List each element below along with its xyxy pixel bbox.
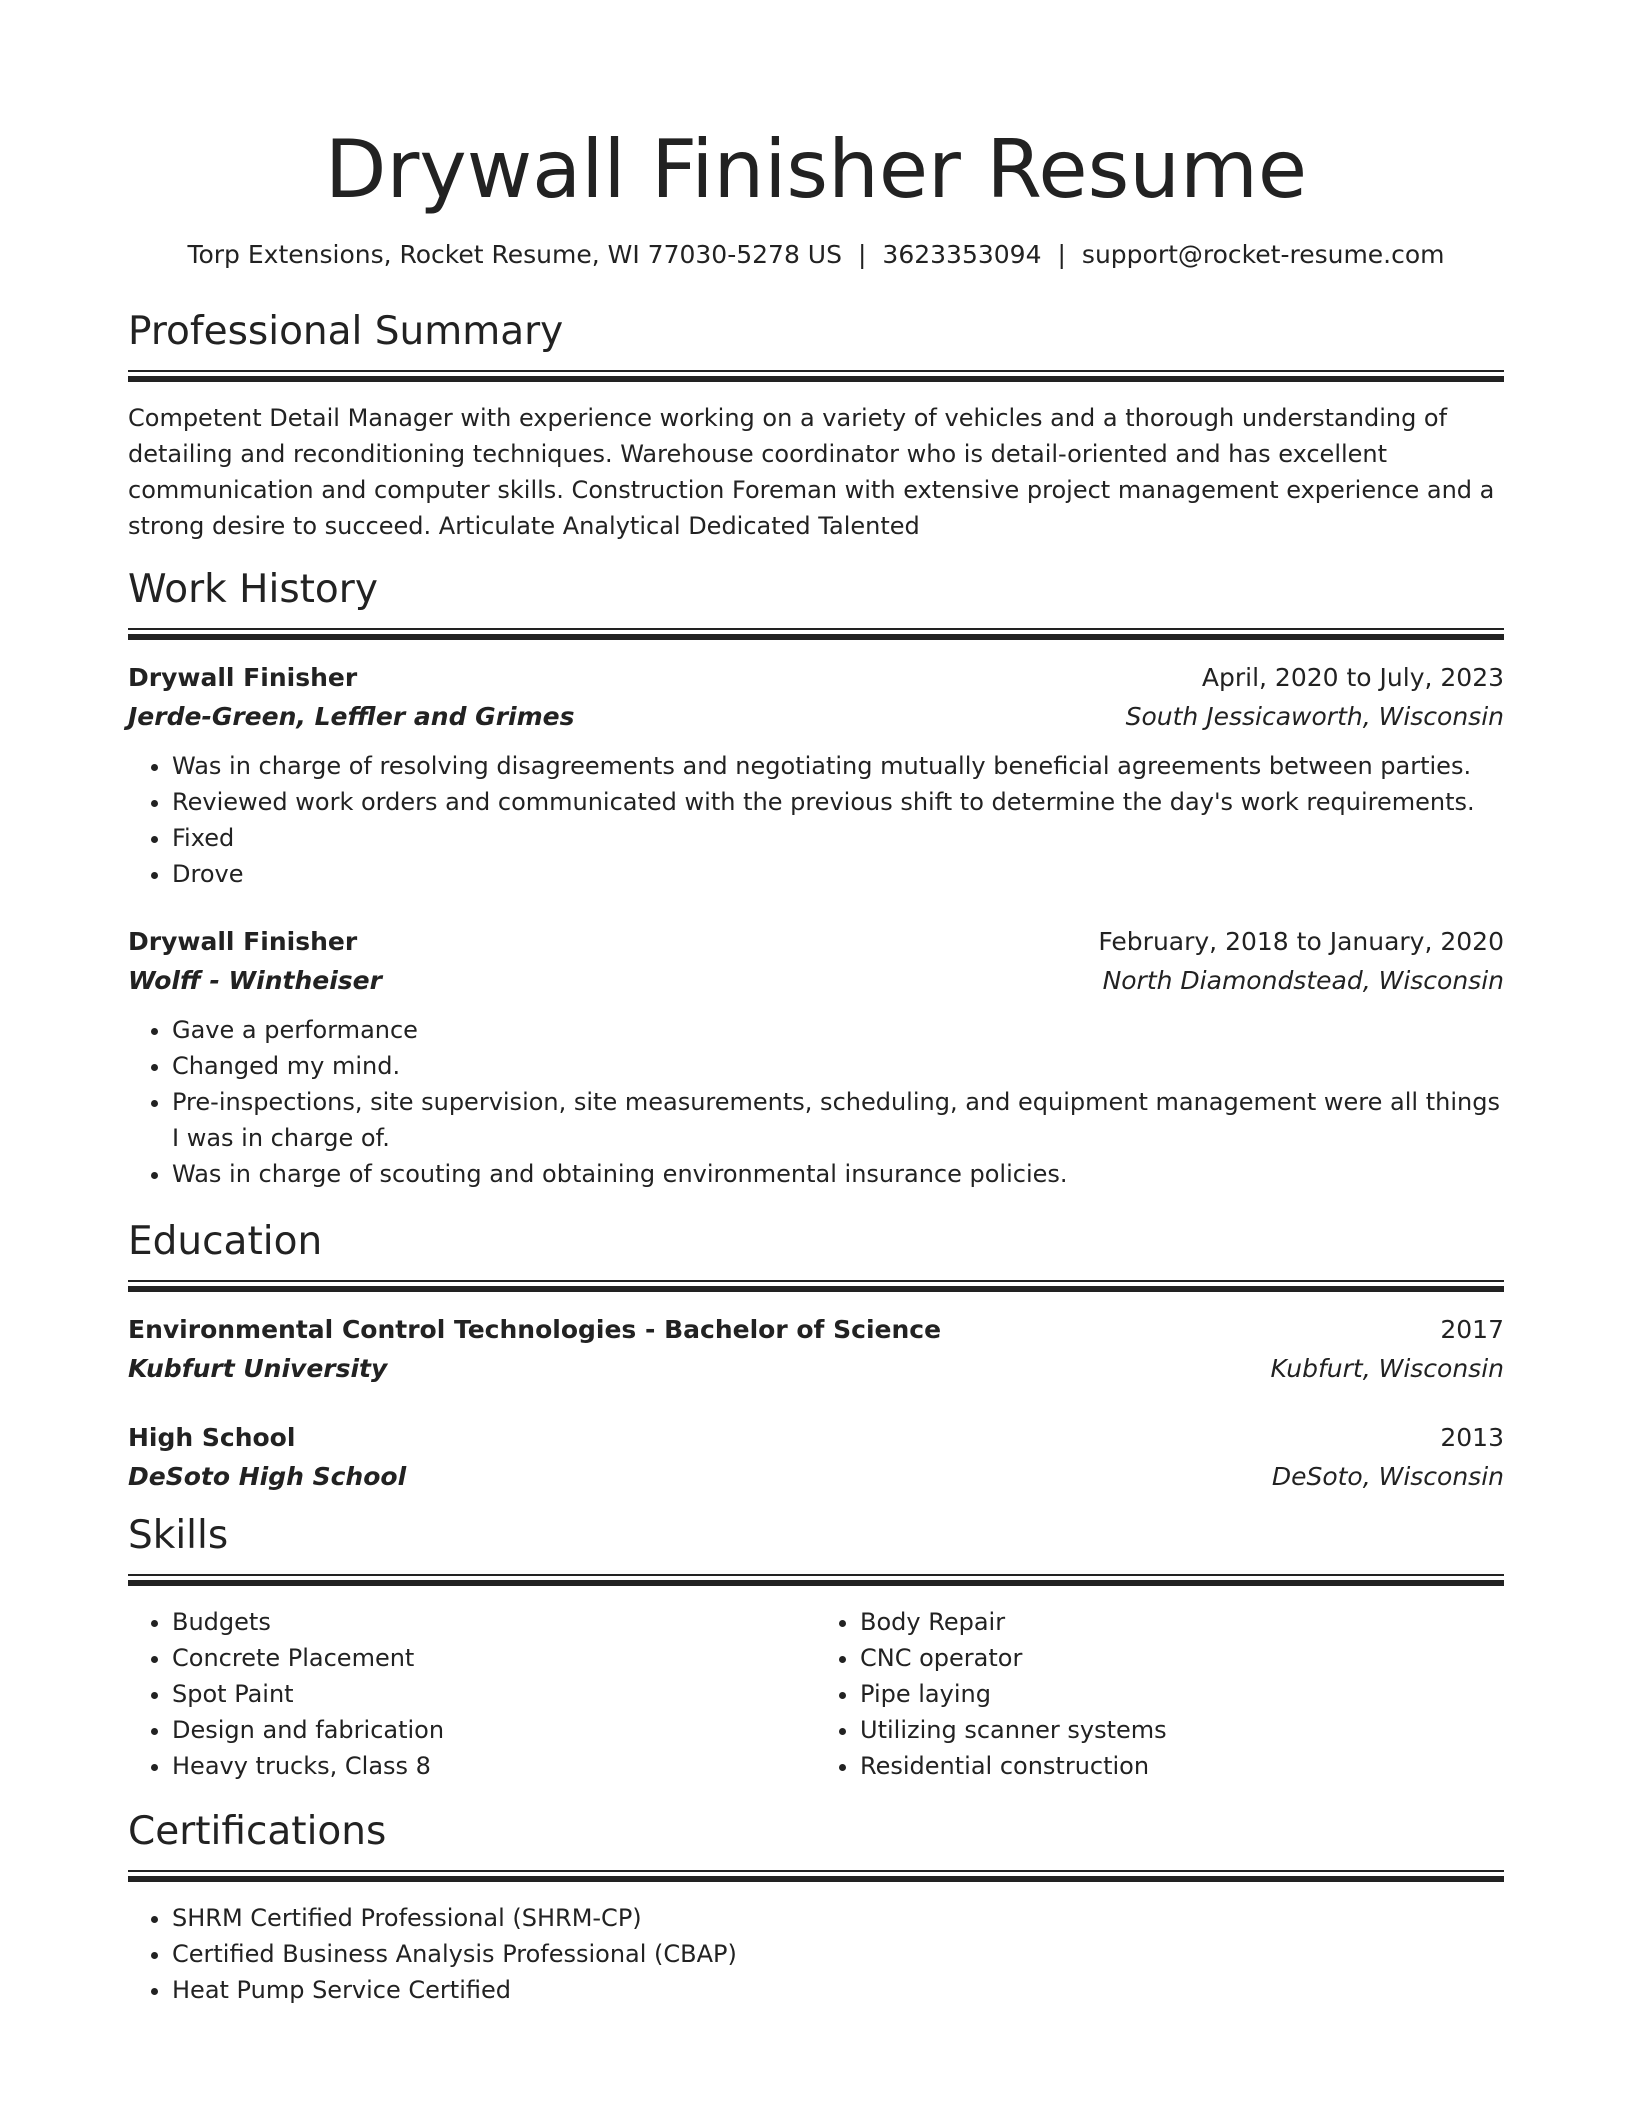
certification-item: • SHRM Certified Professional (SHRM-CP) — [172, 1900, 1504, 1936]
skills-heading: Skills — [128, 1513, 229, 1558]
skill-item: • Body Repair — [860, 1604, 1504, 1640]
job-location: North Diamondstead, Wisconsin — [1102, 966, 1504, 995]
work-history-heading: Work History — [128, 567, 378, 612]
job-title: Drywall Finisher — [128, 663, 358, 692]
skill-item: • CNC operator — [860, 1640, 1504, 1676]
job-bullet: • Gave a performance — [172, 1012, 1504, 1048]
job-bullet: • Was in charge of resolving disagreements and negotiating mutually beneficial agreements between parties. — [172, 748, 1504, 784]
section-divider — [128, 628, 1504, 640]
contact-separator: | — [857, 240, 867, 269]
skills-list-left — [128, 1604, 816, 1784]
job-bullets — [128, 1012, 1504, 1192]
job-bullet: • Changed my mind. — [172, 1048, 1504, 1084]
education-year: 2017 — [1440, 1315, 1504, 1344]
education-school-row — [128, 1349, 1504, 1388]
certification-item: • Certified Business Analysis Professional (CBAP) — [172, 1936, 1504, 1972]
skill-item: • Residential construction — [860, 1748, 1504, 1784]
job-bullet: • Pre-inspections, site supervision, site measurements, scheduling, and equipment management were all things I was in charge of. — [172, 1084, 1504, 1156]
summary-text: Competent Detail Manager with experience working on a variety of vehicles and a thorough understanding of detailing and reconditioning techniques. Warehouse coordinator who is detail-oriented and has excellent communication and computer skills. Construction Foreman with extensive project management experience and a strong desire to succeed. Articulate Analytical Dedicated Talented — [128, 404, 1495, 540]
education-location: Kubfurt, Wisconsin — [1270, 1354, 1504, 1383]
certifications-heading: Certifications — [128, 1809, 387, 1854]
education-entry — [128, 1418, 1504, 1496]
job-header-row — [128, 922, 1504, 961]
education-school-row — [128, 1457, 1504, 1496]
skill-item: • Concrete Placement — [172, 1640, 816, 1676]
skill-item: • Heavy trucks, Class 8 — [172, 1748, 816, 1784]
education-degree: High School — [128, 1423, 296, 1452]
skill-item: • Design and fabrication — [172, 1712, 816, 1748]
education-heading: Education — [128, 1219, 323, 1264]
job-company: Jerde-Green, Leffler and Grimes — [128, 702, 575, 731]
certifications-list — [128, 1900, 1504, 2008]
job-dates: April, 2020 to July, 2023 — [1201, 663, 1504, 692]
job-dates: February, 2018 to January, 2020 — [1098, 927, 1504, 956]
job-entry — [128, 658, 1504, 892]
job-location: South Jessicaworth, Wisconsin — [1125, 702, 1504, 731]
job-header-row — [128, 658, 1504, 697]
contact-line — [128, 238, 1504, 272]
skills-list-right — [816, 1604, 1504, 1784]
job-bullets — [128, 748, 1504, 892]
education-school: Kubfurt University — [128, 1354, 388, 1383]
section-divider — [128, 370, 1504, 382]
certification-item: • Heat Pump Service Certified — [172, 1972, 1504, 2008]
education-degree: Environmental Control Technologies - Bachelor of Science — [128, 1315, 942, 1344]
contact-email: support@rocket-resume.com — [1081, 240, 1445, 269]
section-divider — [128, 1870, 1504, 1882]
job-bullet: • Was in charge of scouting and obtaining environmental insurance policies. — [172, 1156, 1504, 1192]
section-divider — [128, 1280, 1504, 1292]
job-company: Wolff - Wintheiser — [128, 966, 382, 995]
education-year: 2013 — [1440, 1423, 1504, 1452]
job-bullet: • Fixed — [172, 820, 1504, 856]
skill-item: • Pipe laying — [860, 1676, 1504, 1712]
job-entry — [128, 922, 1504, 1192]
skill-item: • Utilizing scanner systems — [860, 1712, 1504, 1748]
education-entry — [128, 1310, 1504, 1388]
job-title: Drywall Finisher — [128, 927, 358, 956]
skills-section — [128, 1510, 1504, 1784]
summary-section — [128, 306, 1504, 544]
work-history-section — [128, 564, 1504, 1192]
skills-grid — [128, 1604, 1504, 1784]
job-company-row — [128, 697, 1504, 736]
education-school: DeSoto High School — [128, 1462, 407, 1491]
section-divider — [128, 1574, 1504, 1586]
job-company-row — [128, 961, 1504, 1000]
certifications-section — [128, 1806, 1504, 2008]
contact-address: Torp Extensions, Rocket Resume, WI 77030-5278 US — [187, 240, 842, 269]
contact-phone: 3623353094 — [882, 240, 1042, 269]
education-location: DeSoto, Wisconsin — [1271, 1462, 1504, 1491]
job-bullet: • Reviewed work orders and communicated with the previous shift to determine the day's work requirements. — [172, 784, 1504, 820]
job-bullet: • Drove — [172, 856, 1504, 892]
skill-item: • Spot Paint — [172, 1676, 816, 1712]
education-header-row — [128, 1310, 1504, 1349]
education-header-row — [128, 1418, 1504, 1457]
education-section — [128, 1216, 1504, 1496]
skill-item: • Budgets — [172, 1604, 816, 1640]
resume-title: Drywall Finisher Resume — [324, 123, 1308, 216]
summary-heading: Professional Summary — [128, 309, 564, 354]
contact-separator: | — [1057, 240, 1066, 269]
